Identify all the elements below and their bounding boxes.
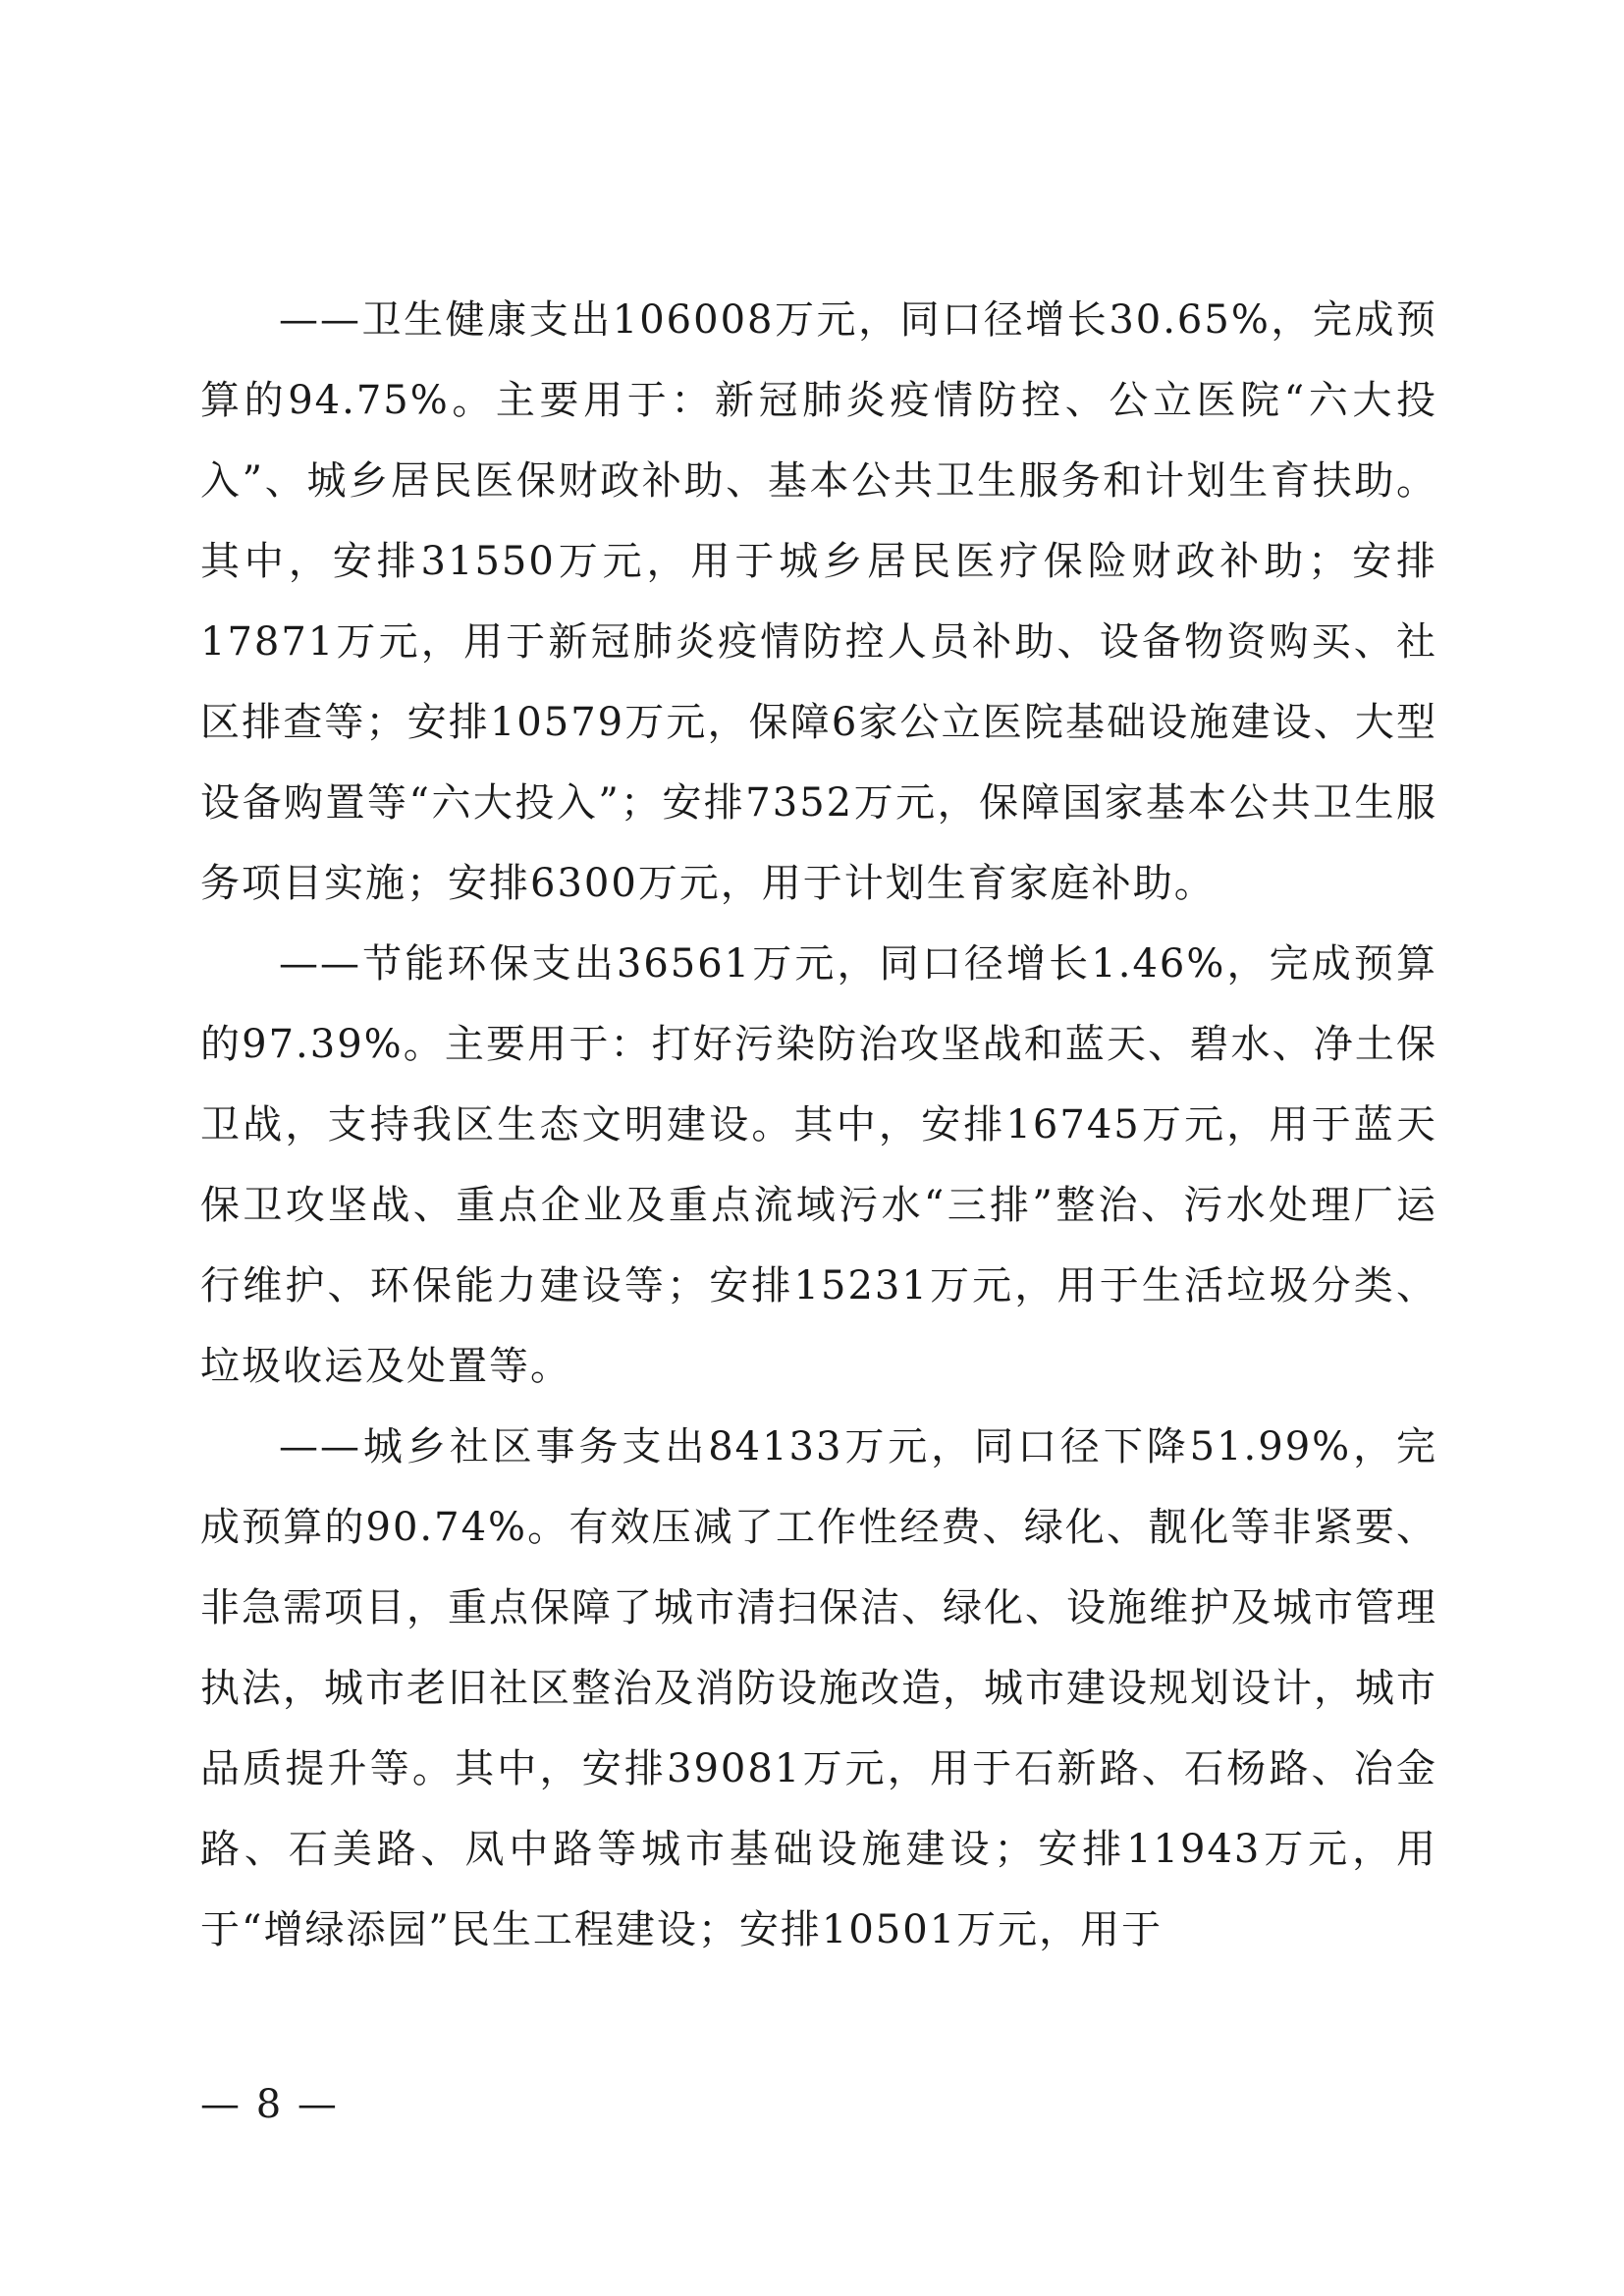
paragraph-environmental-expenditure: ——节能环保支出36561万元，同口径增长1.46%，完成预算的97.39%。主要用于：打好污染防治攻坚战和蓝天、碧水、净土保卫战，支持我区生态文明建设。其中，安排16745万元，用于蓝天保卫攻坚战、重点企业及重点流域污水“三排”整治、污水处理厂运行维护、环保能力建设等；安排15231万元，用于生活垃圾分类、垃圾收运及处置等。 (200, 941, 1437, 1389)
document-body (200, 280, 1437, 1970)
paragraph-urban-rural-expenditure: ——城乡社区事务支出84133万元，同口径下降51.99%，完成预算的90.74%。有效压减了工作性经费、绿化、靓化等非紧要、非急需项目，重点保障了城市清扫保洁、绿化、设施维护及城市管理执法，城市老旧社区整治及消防设施改造，城市建设规划设计，城市品质提升等。其中，安排39081万元，用于石新路、石杨路、冶金路、石美路、凤中路等城市基础设施建设；安排11943万元，用于“增绿添园”民生工程建设；安排10501万元，用于 (200, 1424, 1437, 1952)
page-number: — 8 — (200, 2082, 339, 2127)
paragraph-health-expenditure: ——卫生健康支出106008万元，同口径增长30.65%，完成预算的94.75%。主要用于：新冠肺炎疫情防控、公立医院“六大投入”、城乡居民医保财政补助、基本公共卫生服务和计划生育扶助。其中，安排31550万元，用于城乡居民医疗保险财政补助；安排17871万元，用于新冠肺炎疫情防控人员补助、设备物资购买、社区排查等；安排10579万元，保障6家公立医院基础设施建设、大型设备购置等“六大投入”；安排7352万元，保障国家基本公共卫生服务项目实施；安排6300万元，用于计划生育家庭补助。 (200, 297, 1437, 906)
